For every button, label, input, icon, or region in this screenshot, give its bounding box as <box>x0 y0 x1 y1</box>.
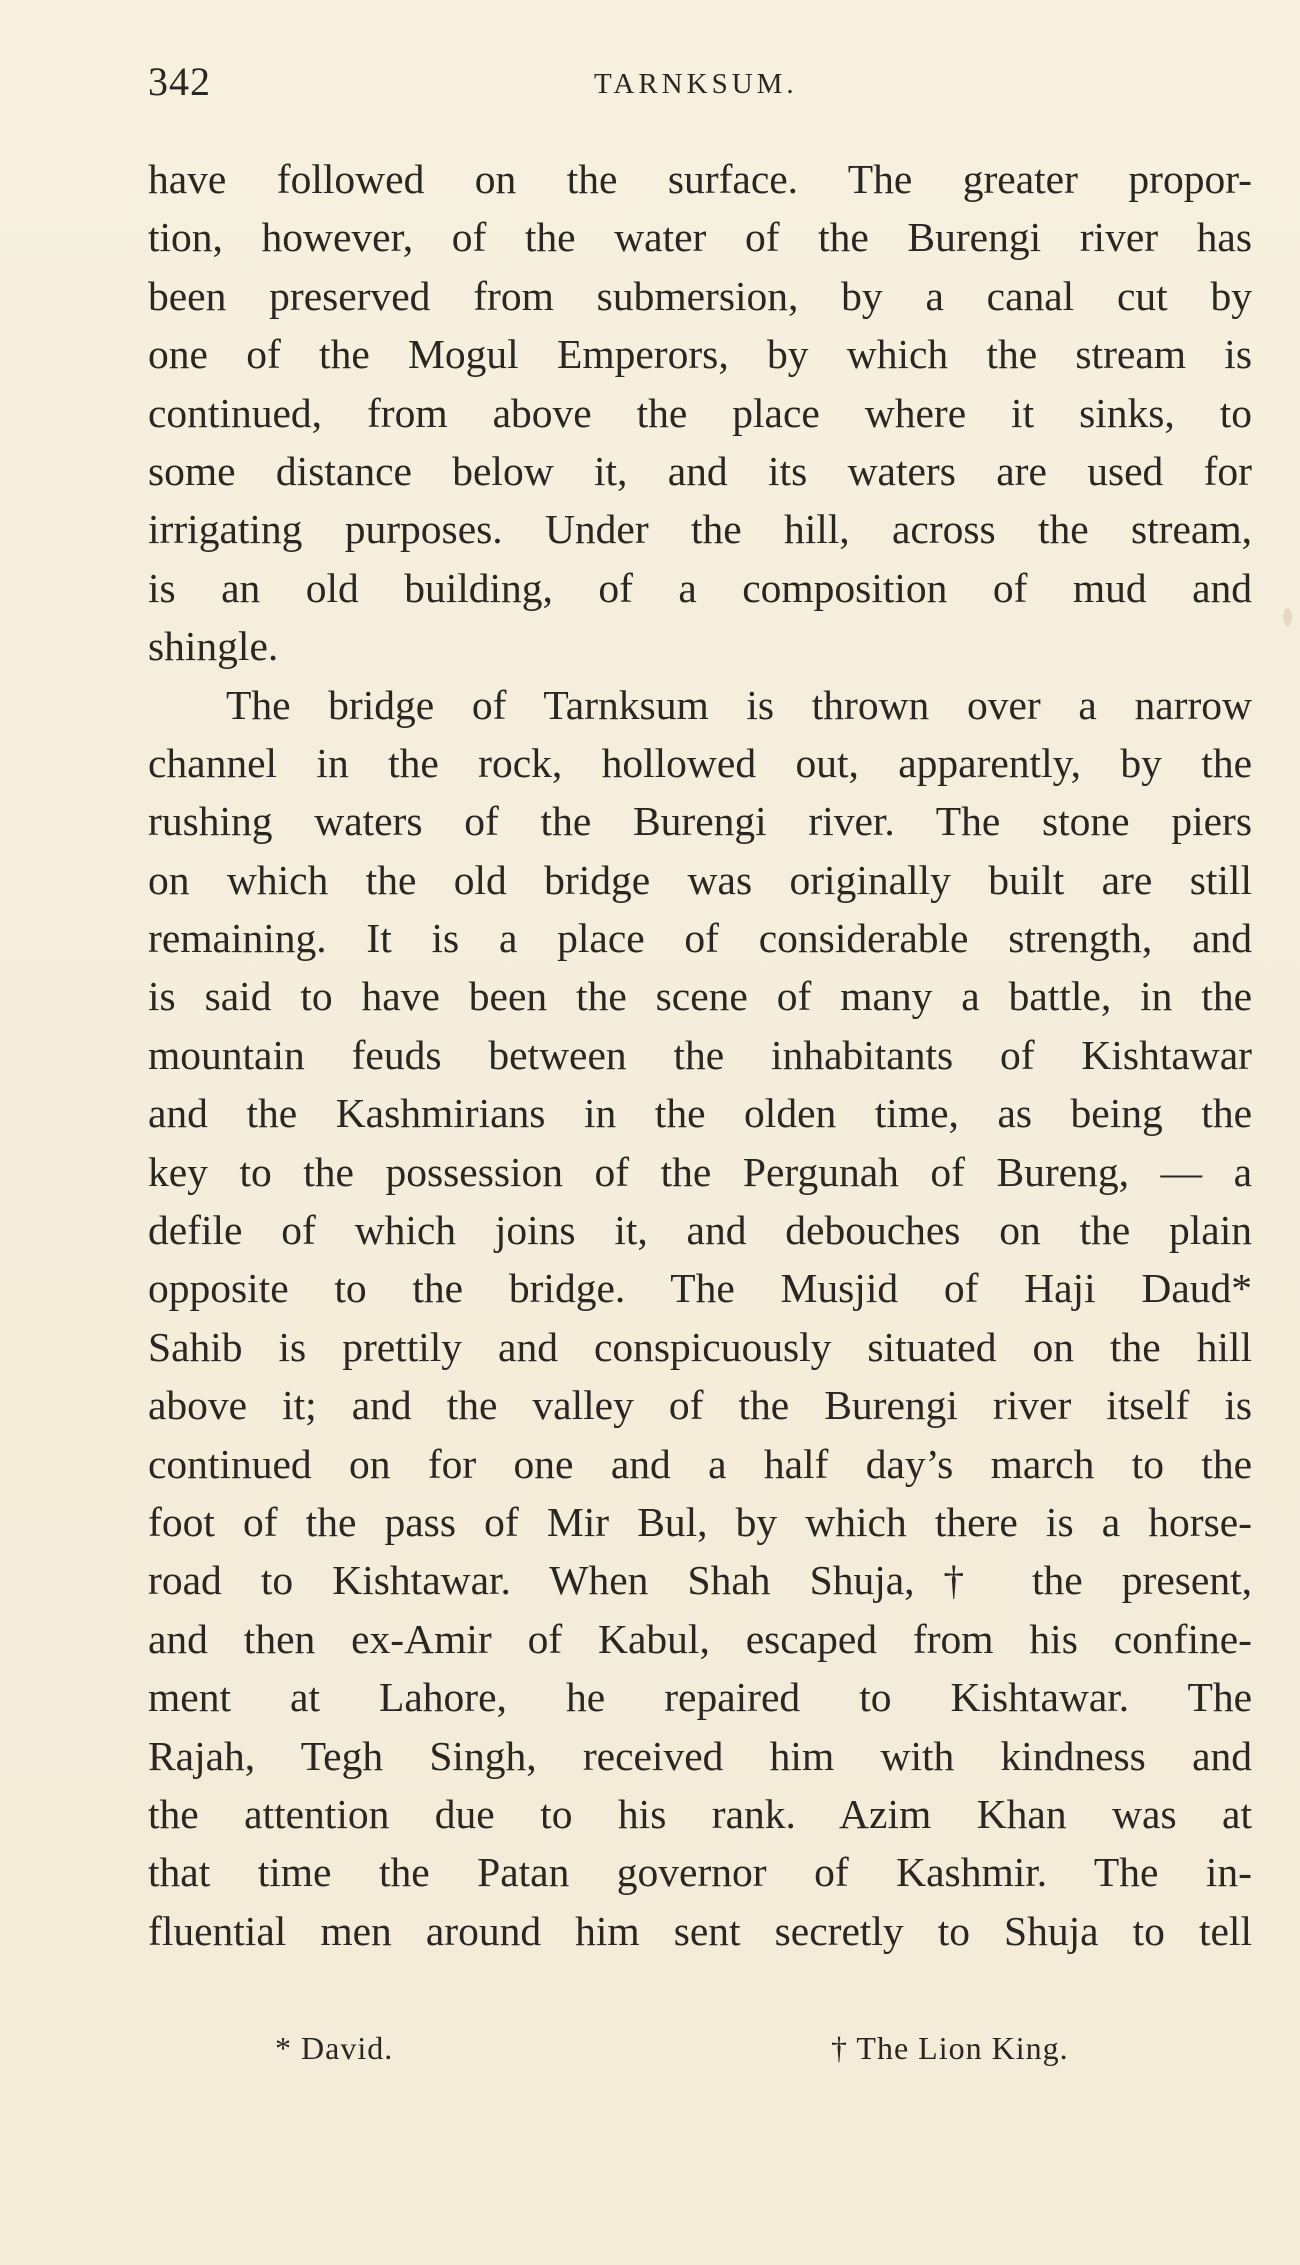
footnote-lion-king: † The Lion King. <box>831 2030 1069 2066</box>
text-line: on which the old bridge was originally built are still <box>148 856 1252 903</box>
text-line: channel in the rock, hollowed out, apparently, by the <box>148 739 1252 786</box>
text-line: been preserved from submersion, by a canal cut by <box>148 272 1252 319</box>
paper-speck <box>1283 608 1292 626</box>
text-line: mountain feuds between the inhabitants of Kishtawar <box>148 1031 1252 1078</box>
text-line: above it; and the valley of the Burengi river itself is <box>148 1382 1252 1429</box>
text-line: rushing waters of the Burengi river. The stone piers <box>148 798 1252 845</box>
text-line: defile of which joins it, and debouches on the plain <box>148 1207 1252 1254</box>
text-line: irrigating purposes. Under the hill, across the stream, <box>148 506 1252 553</box>
text-line: ment at Lahore, he repaired to Kishtawar. The <box>148 1674 1252 1721</box>
text-line: one of the Mogul Emperors, by which the stream is <box>148 331 1252 378</box>
text-line: that time the Patan governor of Kashmir. The in- <box>148 1849 1252 1896</box>
text-line: Sahib is prettily and conspicuously situated on the hill <box>148 1323 1252 1370</box>
text-line: key to the possession of the Pergunah of Bureng, — a <box>148 1148 1252 1195</box>
text-line: is an old building, of a composition of mud and <box>148 564 1252 611</box>
text-line: the attention due to his rank. Azim Khan was at <box>148 1790 1252 1837</box>
text-line: continued, from above the place where it sinks, to <box>148 389 1252 436</box>
running-title: TARNKSUM. <box>594 68 798 100</box>
footnote-david: * David. <box>275 2030 394 2066</box>
text-line: fluential men around him sent secretly to Shuja to tell <box>148 1907 1252 1954</box>
text-line: continued on for one and a half day’s march to the <box>148 1440 1252 1487</box>
text-line: is said to have been the scene of many a battle, in the <box>148 973 1252 1020</box>
text-line: opposite to the bridge. The Musjid of Haji Daud* <box>148 1265 1252 1312</box>
footnotes <box>148 2030 1252 2080</box>
text-line: foot of the pass of Mir Bul, by which there is a horse- <box>148 1498 1252 1545</box>
body-text <box>148 150 1252 1960</box>
text-line: The bridge of Tarnksum is thrown over a narrow <box>226 681 1252 728</box>
text-line: road to Kishtawar. When Shah Shuja,† the present, <box>148 1557 1252 1604</box>
text-line: and then ex-Amir of Kabul, escaped from his confine- <box>148 1615 1252 1662</box>
text-line: Rajah, Tegh Singh, received him with kindness and <box>148 1732 1252 1779</box>
text-line: some distance below it, and its waters are used for <box>148 447 1252 494</box>
text-line: have followed on the surface. The greater propor- <box>148 156 1252 202</box>
text-line: tion, however, of the water of the Burengi river has <box>148 214 1252 261</box>
text-line: shingle. <box>148 623 279 670</box>
page-header <box>148 58 1248 118</box>
page-number: 342 <box>148 59 211 104</box>
text-line: remaining. It is a place of considerable strength, and <box>148 915 1252 962</box>
text-line: and the Kashmirians in the olden time, as being the <box>148 1090 1252 1137</box>
